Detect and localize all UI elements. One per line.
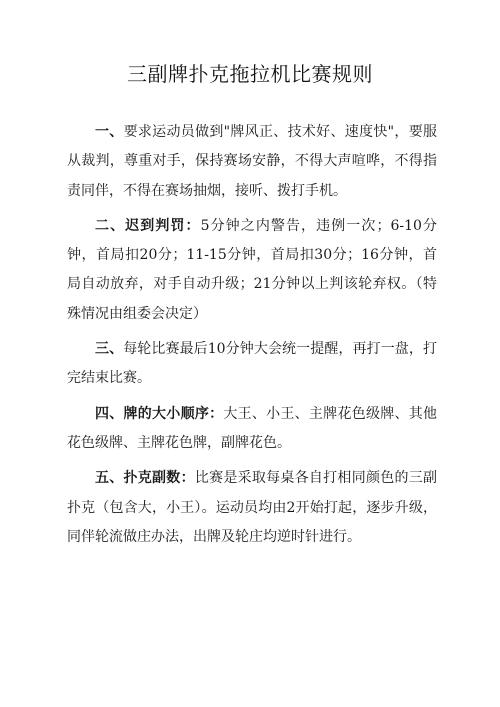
rule-heading-1: 一、 xyxy=(95,124,124,140)
rule-heading-5: 五、扑克副数： xyxy=(95,470,195,487)
rule-heading-2: 二、迟到判罚： xyxy=(95,217,201,234)
rule-text-1: 要求运动员做到"牌风正、技术好、速度快"，要服从裁判，尊重对手，保持赛场安静，不得大声喧哗，不得指责同伴，不得在赛场抽烟，接听、拨打手机。 xyxy=(67,124,437,199)
rule-paragraph-4 xyxy=(67,400,437,459)
rules-body xyxy=(67,118,437,558)
rule-paragraph-3 xyxy=(67,335,437,394)
rule-paragraph-5 xyxy=(67,464,437,552)
rule-text-5: 比赛是采取每桌各自打相同颜色的三副扑克（包含大，小王）。运动员均由2开始打起，逐步升级，同伴轮流做庄办法，出牌及轮庄均逆时针进行。 xyxy=(67,470,438,545)
rule-heading-4: 四、牌的大小顺序： xyxy=(95,405,224,422)
rule-heading-3: 三、 xyxy=(95,341,124,358)
rule-text-2: 5分钟之内警告，违例一次；6-10分钟，首局扣20分；11-15分钟，首局扣30分；16分钟，首局自动放弃，对手自动升级；21分钟以上判该轮弃权。（特殊情况由组委会决定） xyxy=(67,217,438,322)
rule-paragraph-2 xyxy=(67,212,437,329)
rule-text-3: 每轮比赛最后10分钟大会统一提醒，再打一盘，打完结束比赛。 xyxy=(67,341,437,387)
rule-paragraph-1 xyxy=(67,118,437,206)
rule-text-4: 大王、小王、主牌花色级牌、其他花色级牌、主牌花色牌，副牌花色。 xyxy=(67,405,438,451)
document-title: 三副牌扑克拖拉机比赛规则 xyxy=(127,62,373,86)
